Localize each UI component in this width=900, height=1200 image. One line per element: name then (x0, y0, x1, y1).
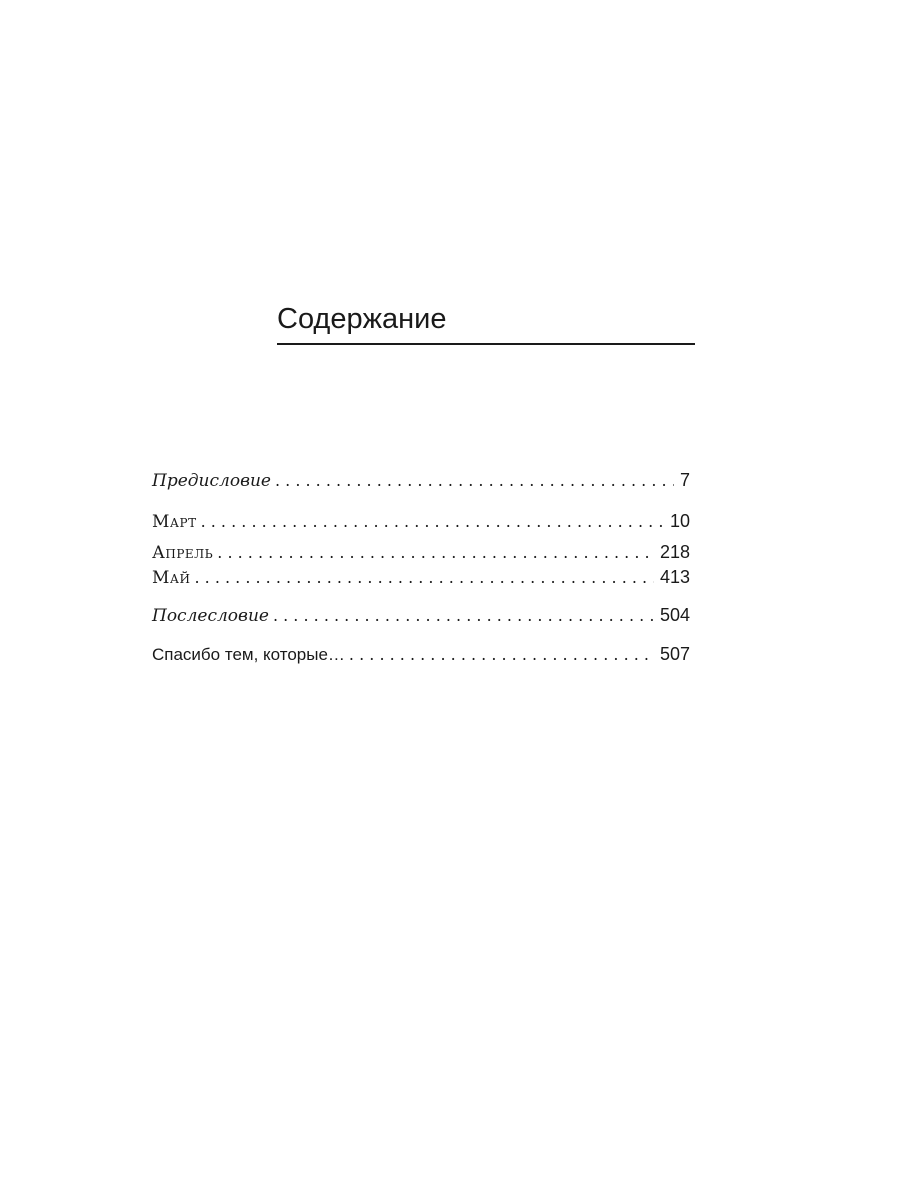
toc-entry-page: 507 (659, 644, 690, 664)
toc-entry-may[interactable] (152, 564, 690, 590)
toc-entry-page: 7 (679, 470, 690, 490)
dot-leader (194, 565, 653, 591)
toc-entry-acknowledgements[interactable] (152, 641, 690, 667)
toc-entry-march[interactable] (152, 508, 690, 534)
toc-entry-april[interactable] (152, 539, 690, 565)
toc-entry-title: Спасибо тем, которые… (152, 645, 345, 664)
contents-heading: Содержание (277, 303, 447, 335)
toc-entry-page: 413 (659, 567, 690, 587)
toc-entry-foreword[interactable] (152, 467, 690, 493)
toc-entry-page: 504 (659, 605, 690, 625)
dot-leader (201, 509, 664, 535)
toc-entry-title: Апрель (152, 543, 214, 563)
toc-entry-afterword[interactable] (152, 602, 690, 628)
toc-entry-title: Предисловие (152, 471, 271, 491)
toc-entry-title: Май (152, 568, 191, 588)
dot-leader (349, 642, 654, 668)
heading-underline (277, 343, 695, 345)
toc-entry-page: 10 (669, 511, 690, 531)
toc-entry-title: Март (152, 512, 197, 532)
toc-entry-page: 218 (659, 542, 690, 562)
toc-entry-title: Послесловие (152, 606, 269, 626)
dot-leader (273, 603, 654, 629)
dot-leader (217, 540, 654, 566)
dot-leader (275, 468, 674, 494)
